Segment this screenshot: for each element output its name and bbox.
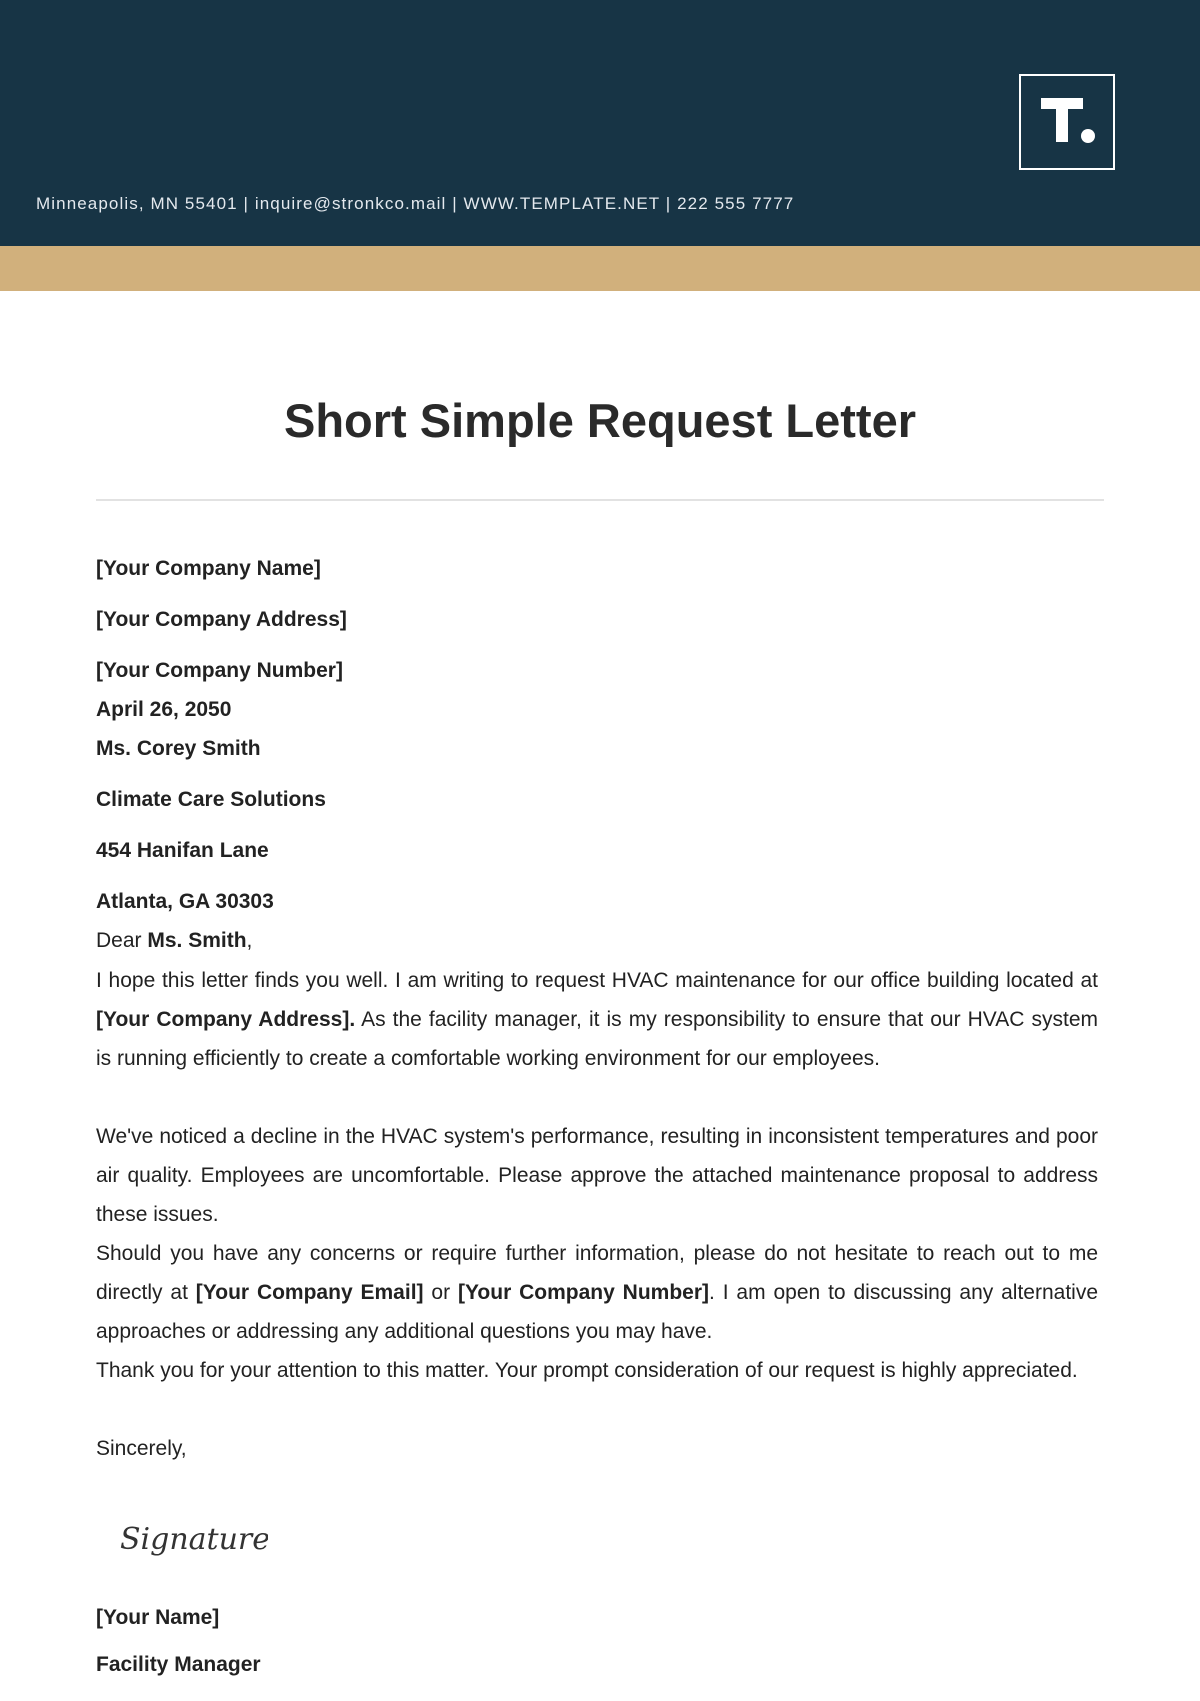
body-paragraph-1 xyxy=(96,961,1098,1078)
p3-text-c: or xyxy=(423,1281,458,1304)
logo-t-icon xyxy=(1021,76,1113,168)
divider xyxy=(96,499,1104,501)
recipient-street: 454 Hanifan Lane xyxy=(96,839,269,862)
salutation-suffix: , xyxy=(246,929,253,952)
body-paragraph-3 xyxy=(96,1234,1098,1351)
signature-text: Signature xyxy=(120,1522,268,1557)
p3-placeholder-email: [Your Company Email] xyxy=(195,1281,424,1304)
p3-text-a: Should you have any concerns or require further information, please do not hesitate to reach out to me directly at xyxy=(96,1242,1098,1304)
page-title: Short Simple Request Letter xyxy=(284,394,916,447)
letter-date: April 26, 2050 xyxy=(96,698,232,721)
recipient-name: Ms. Corey Smith xyxy=(96,737,261,760)
p3-placeholder-number: [Your Company Number] xyxy=(457,1281,710,1304)
sender-company-number: [Your Company Number] xyxy=(96,659,343,682)
salutation-name: Ms. Smith xyxy=(147,929,247,952)
sender-company-name: [Your Company Name] xyxy=(96,557,321,580)
accent-band xyxy=(0,246,1200,291)
body-paragraph-4: Thank you for your attention to this matter. Your prompt consideration of our request is highly appreciated. xyxy=(96,1359,1078,1382)
p1-text-c: As the facility manager, it is my responsibility to ensure that our HVAC system is running efficiently to create a comfortable working environment for our employees. xyxy=(96,1008,1098,1070)
signoff-name: [Your Name] xyxy=(96,1606,220,1629)
p3-text-e: . I am open to discussing any alternative approaches or addressing any additional questions you may have. xyxy=(96,1281,1099,1343)
recipient-city: Atlanta, GA 30303 xyxy=(96,890,274,913)
contact-line: Minneapolis, MN 55401 | inquire@stronkco.mail | WWW.TEMPLATE.NET | 222 555 7777 xyxy=(36,194,795,213)
signature xyxy=(118,1513,268,1570)
closing: Sincerely, xyxy=(96,1437,187,1460)
salutation xyxy=(96,927,252,955)
recipient-company: Climate Care Solutions xyxy=(96,788,326,811)
signoff-role: Facility Manager xyxy=(96,1653,261,1676)
salutation-prefix: Dear xyxy=(96,929,148,952)
body-paragraph-2: We've noticed a decline in the HVAC system's performance, resulting in inconsistent temperatures and poor air quality. Employees are uncomfortable. Please approve the attached maintenance proposal to address these issues. xyxy=(96,1125,1098,1226)
sender-company-address: [Your Company Address] xyxy=(96,608,347,631)
company-logo xyxy=(1019,74,1115,170)
p1-placeholder-address: [Your Company Address]. xyxy=(96,1008,356,1031)
header-banner xyxy=(0,0,1200,246)
p1-text-a: I hope this letter finds you well. I am writing to request HVAC maintenance for our office building located at xyxy=(96,969,1098,992)
